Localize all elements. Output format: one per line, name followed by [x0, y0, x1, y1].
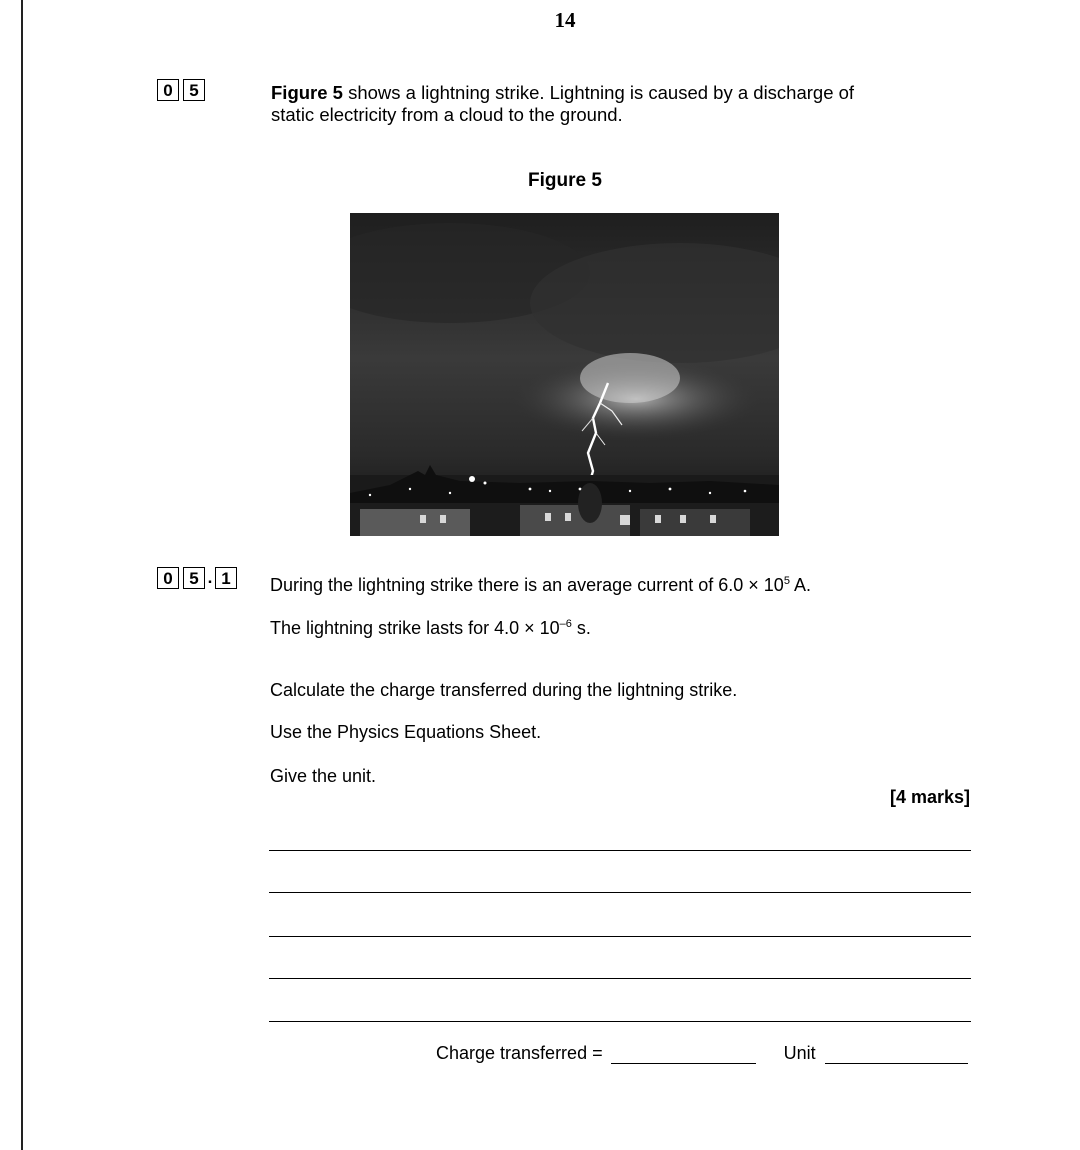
current-exponent: 5 [783, 575, 790, 587]
marks-label: [4 marks] [889, 787, 970, 807]
subquestion-separator: . [207, 568, 213, 587]
final-answer-row [436, 1043, 968, 1064]
intro-figure-ref: Figure 5 [271, 82, 343, 103]
unit-label: Unit [783, 1043, 816, 1063]
subquestion-digit: 5 [183, 567, 205, 589]
subquestion-part-digit: 1 [215, 567, 237, 589]
intro-text-line2: static electricity from a cloud to the ground. [271, 104, 623, 125]
subquestion-digit: 0 [157, 567, 179, 589]
duration-unit: s. [571, 618, 591, 638]
question-digit: 0 [157, 79, 179, 101]
current-statement [270, 570, 811, 596]
lightning-image [350, 213, 779, 536]
duration-exponent: –6 [559, 618, 572, 630]
charge-answer-blank[interactable] [611, 1043, 756, 1064]
subquestion-number-box [157, 567, 237, 589]
question-number-box [157, 79, 205, 101]
intro-text: shows a lightning strike. Lightning is caused by a discharge of [342, 82, 855, 103]
duration-statement [270, 613, 591, 639]
answer-line[interactable] [269, 892, 971, 893]
figure-caption: Figure 5 [528, 170, 602, 191]
current-text: During the lightning strike there is an average current of 6.0 × 10 [270, 575, 784, 595]
charge-transferred-label: Charge transferred = [436, 1043, 603, 1063]
answer-line[interactable] [269, 978, 971, 979]
instruction-calculate: Calculate the charge transferred during the lightning strike. [270, 680, 738, 700]
question-digit: 5 [183, 79, 205, 101]
instruction-give-unit: Give the unit. [270, 766, 377, 786]
current-unit: A. [789, 575, 811, 595]
question-intro [271, 82, 911, 126]
page-number: 14 [554, 8, 576, 32]
unit-answer-blank[interactable] [825, 1043, 968, 1064]
answer-line[interactable] [269, 850, 971, 851]
answer-line[interactable] [269, 1021, 971, 1022]
lightning-photo [350, 213, 779, 536]
duration-text: The lightning strike lasts for 4.0 × 10 [270, 618, 560, 638]
answer-line[interactable] [269, 936, 971, 937]
instruction-equations-sheet: Use the Physics Equations Sheet. [270, 722, 542, 742]
